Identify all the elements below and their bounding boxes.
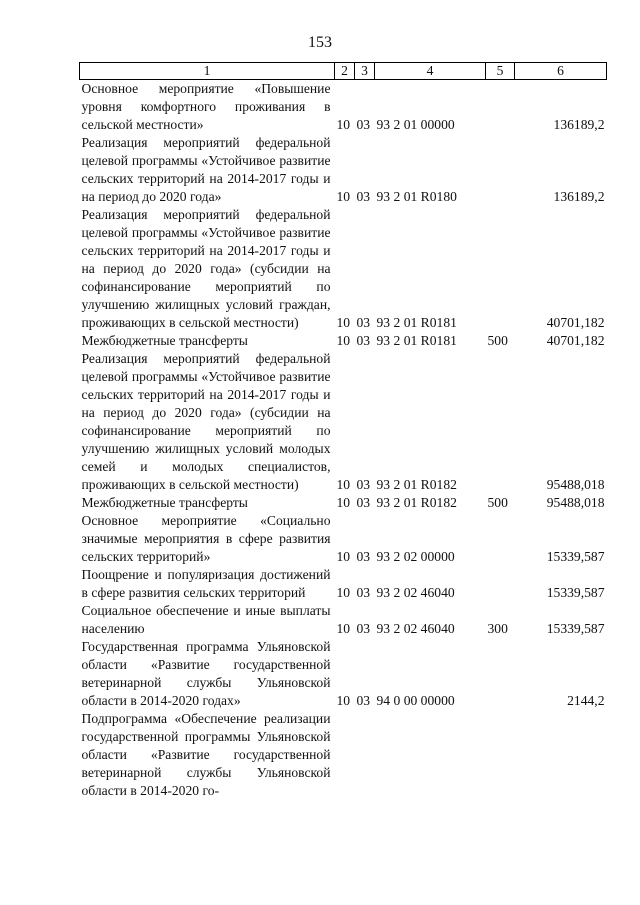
row-target-article: 93 2 01 R0182 — [376, 495, 457, 510]
page-number: 153 — [308, 34, 332, 51]
row-expense-type — [486, 710, 515, 800]
column-header: 2 — [335, 63, 355, 80]
budget-table — [79, 62, 607, 800]
row-subsection: 03 — [356, 585, 371, 600]
row-amount: 40701,182 — [546, 333, 605, 348]
row-subsection: 03 — [356, 315, 371, 330]
row-name: Реализация мероприятий федеральной целевой программы «Устойчивое развитие сельских территорий на 2014-2017 годы и на период до 2020 года» — [81, 135, 331, 204]
row-amount: 136189,2 — [553, 117, 605, 132]
row-target-article: 93 2 02 46040 — [376, 621, 455, 636]
row-section — [335, 710, 355, 800]
row-expense-type: 500 — [487, 333, 508, 348]
row-amount: 15339,587 — [546, 621, 605, 636]
table-header — [80, 63, 607, 80]
table-row — [80, 350, 607, 494]
table-row — [80, 710, 607, 800]
row-name: Реализация мероприятий федеральной целевой программы «Устойчивое развитие сельских территорий на 2014-2017 годы и на период до 2020 года» (субсидии на софинансирование мероприятий по улучшению жилищных условий граждан, проживающих в сельской местности) — [81, 207, 331, 330]
row-amount: 136189,2 — [553, 189, 605, 204]
row-section: 10 — [336, 621, 351, 636]
row-subsection: 03 — [356, 549, 371, 564]
row-section: 10 — [336, 315, 351, 330]
row-target-article: 93 2 02 00000 — [376, 549, 455, 564]
table-row — [80, 638, 607, 710]
column-header: 3 — [355, 63, 375, 80]
row-name: Межбюджетные трансферты — [81, 333, 248, 348]
row-target-article: 93 2 01 R0182 — [376, 477, 457, 492]
row-section: 10 — [336, 333, 351, 348]
row-subsection: 03 — [356, 117, 371, 132]
row-expense-type — [486, 134, 515, 206]
row-amount: 40701,182 — [546, 315, 605, 330]
row-amount: 15339,587 — [546, 585, 605, 600]
table-row — [80, 512, 607, 566]
row-name: Подпрограмма «Обеспечение реализации государственной программы Ульяновской области «Развитие государственной ветеринарной службы Ульяновской области в 2014-2020 го- — [81, 711, 331, 798]
row-target-article — [375, 710, 486, 800]
row-expense-type: 300 — [487, 621, 508, 636]
row-name: Основное мероприятие «Социально значимые мероприятия в сфере развития сельских территорий» — [81, 513, 331, 564]
row-section: 10 — [336, 549, 351, 564]
row-subsection — [355, 710, 375, 800]
row-target-article: 93 2 02 46040 — [376, 585, 455, 600]
row-subsection: 03 — [356, 693, 371, 708]
row-expense-type: 500 — [487, 495, 508, 510]
table-row — [80, 206, 607, 332]
table-row — [80, 602, 607, 638]
row-subsection: 03 — [356, 189, 371, 204]
row-amount: 95488,018 — [546, 477, 605, 492]
row-name: Государственная программа Ульяновской области «Развитие государственной ветеринарной службы Ульяновской области в 2014-2020 годах» — [81, 639, 331, 708]
row-section: 10 — [336, 585, 351, 600]
row-target-article: 93 2 01 00000 — [376, 117, 455, 132]
row-name: Межбюджетные трансферты — [81, 495, 248, 510]
column-header: 6 — [515, 63, 607, 80]
row-target-article: 94 0 00 00000 — [376, 693, 455, 708]
row-expense-type — [486, 638, 515, 710]
column-header: 1 — [80, 63, 335, 80]
table-row — [80, 566, 607, 602]
row-amount: 2144,2 — [567, 693, 605, 708]
row-expense-type — [486, 206, 515, 332]
row-subsection: 03 — [356, 621, 371, 636]
row-section: 10 — [336, 189, 351, 204]
table-row — [80, 134, 607, 206]
row-subsection: 03 — [356, 333, 371, 348]
row-expense-type — [486, 566, 515, 602]
row-name: Поощрение и популяризация достижений в сфере развития сельских территорий — [81, 567, 331, 600]
row-section: 10 — [336, 117, 351, 132]
row-name: Основное мероприятие «Повышение уровня комфортного проживания в сельской местности» — [81, 81, 331, 132]
row-section: 10 — [336, 495, 351, 510]
row-name: Социальное обеспечение и иные выплаты населению — [81, 603, 331, 636]
row-subsection: 03 — [356, 495, 371, 510]
row-amount — [515, 710, 607, 800]
row-subsection: 03 — [356, 477, 371, 492]
row-target-article: 93 2 01 R0180 — [376, 189, 457, 204]
row-section: 10 — [336, 477, 351, 492]
row-name: Реализация мероприятий федеральной целевой программы «Устойчивое развитие сельских территорий на 2014-2017 годы и на период до 2020 года» (субсидии на софинансирование мероприятий по улучшению жилищных условий молодых семей и молодых специалистов, проживающих в сельской местности) — [81, 351, 331, 492]
row-amount: 15339,587 — [546, 549, 605, 564]
row-expense-type — [486, 350, 515, 494]
column-header: 5 — [486, 63, 515, 80]
table-row — [80, 332, 607, 350]
row-section: 10 — [336, 693, 351, 708]
table-body — [80, 80, 607, 801]
table-row — [80, 80, 607, 135]
row-amount: 95488,018 — [546, 495, 605, 510]
table-row — [80, 494, 607, 512]
row-expense-type — [486, 512, 515, 566]
row-target-article: 93 2 01 R0181 — [376, 315, 457, 330]
row-expense-type — [486, 80, 515, 135]
row-target-article: 93 2 01 R0181 — [376, 333, 457, 348]
column-header: 4 — [375, 63, 486, 80]
